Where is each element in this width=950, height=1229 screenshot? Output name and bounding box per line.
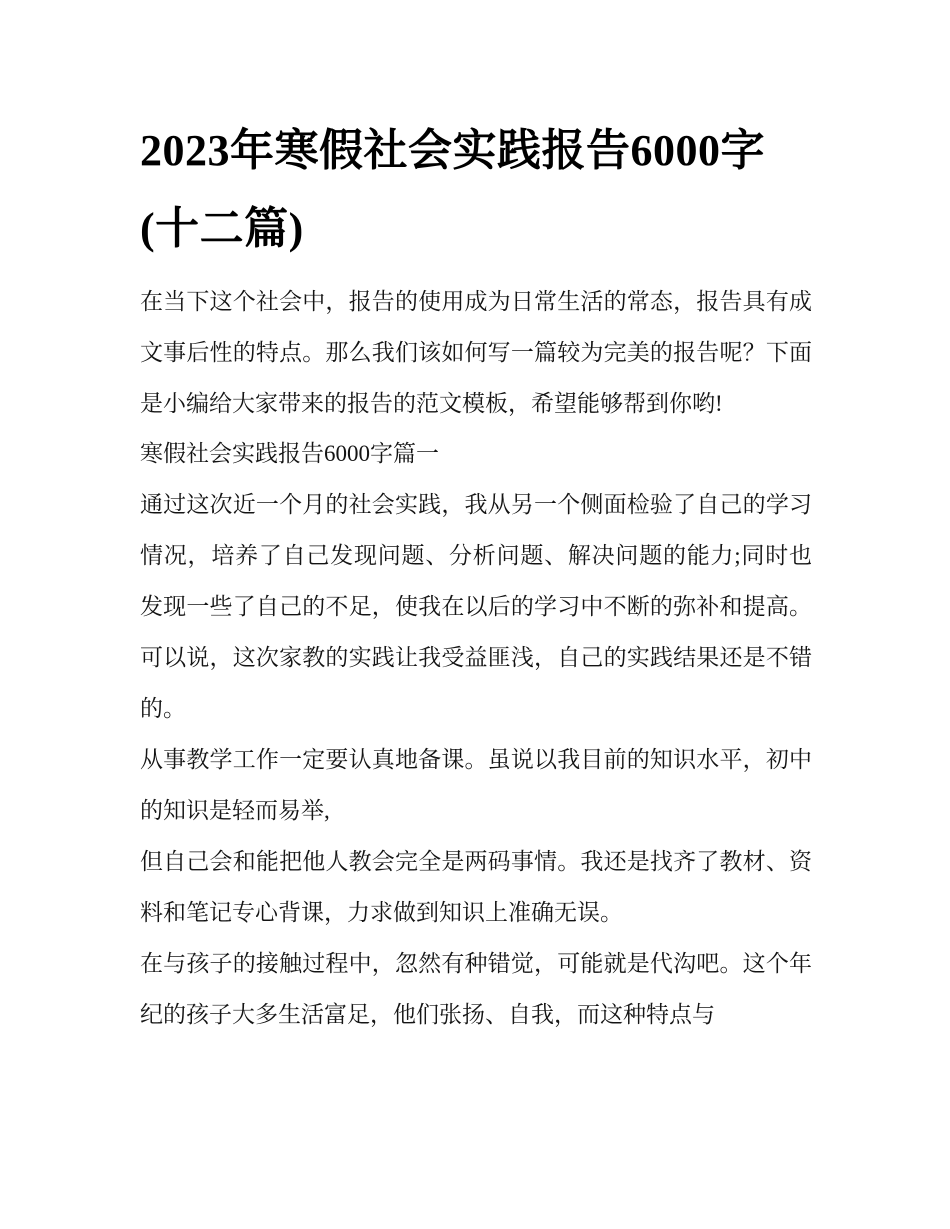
document-body	[140, 276, 812, 1040]
document-page	[140, 112, 812, 1040]
body-paragraph: 通过这次近一个月的社会实践，我从另一个侧面检验了自己的学习情况，培养了自己发现问题、分析问题、解决问题的能力;同时也发现一些了自己的不足，使我在以后的学习中不断的弥补和提高。可以说，这次家教的实践让我受益匪浅，自己的实践结果还是不错的。	[140, 492, 812, 721]
section-heading: 寒假社会实践报告6000字篇一	[140, 441, 439, 466]
body-paragraph: 但自己会和能把他人教会完全是两码事情。我还是找齐了教材、资料和笔记专心背课，力求做到知识上准确无误。	[140, 849, 812, 925]
body-paragraph: 在与孩子的接触过程中，忽然有种错觉，可能就是代沟吧。这个年纪的孩子大多生活富足，他们张扬、自我，而这种特点与	[140, 951, 812, 1027]
document-title: 2023年寒假社会实践报告6000字(十二篇)	[140, 126, 765, 253]
intro-paragraph: 在当下这个社会中，报告的使用成为日常生活的常态，报告具有成文事后性的特点。那么我们该如何写一篇较为完美的报告呢？下面是小编给大家带来的报告的范文模板，希望能够帮到你哟!	[140, 289, 812, 416]
body-paragraph: 从事教学工作一定要认真地备课。虽说以我目前的知识水平，初中的知识是轻而易举,	[140, 747, 812, 823]
